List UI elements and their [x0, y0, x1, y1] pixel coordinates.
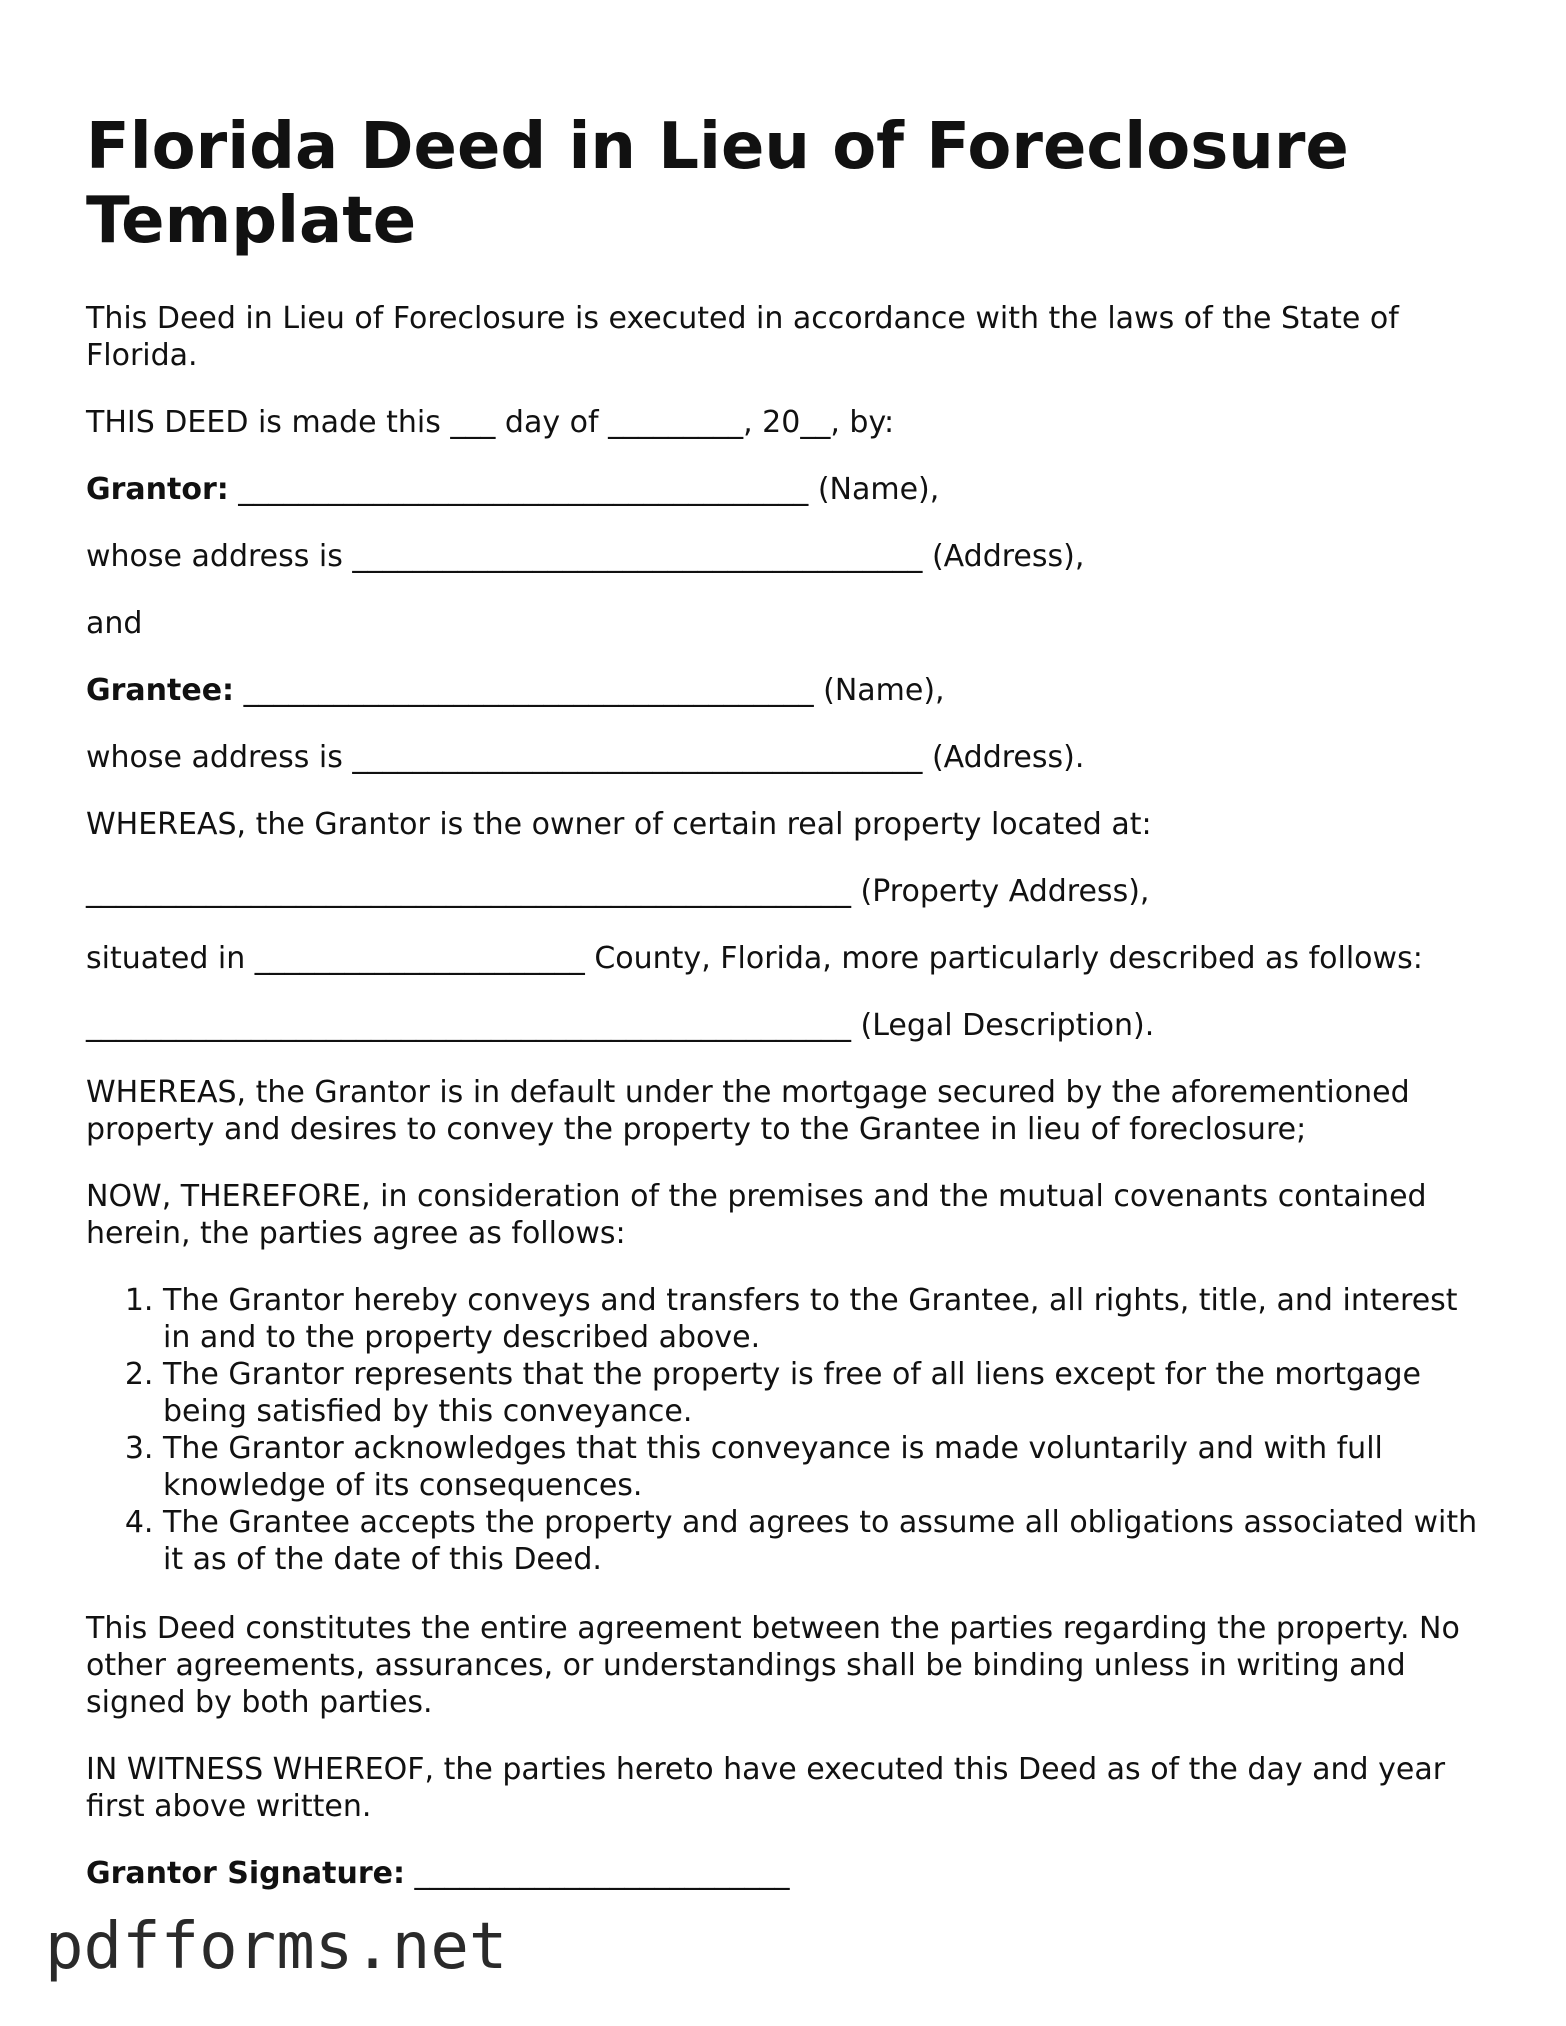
signature-blank: _________________________: [405, 1856, 790, 1891]
signature-line: [86, 1855, 1486, 1892]
clause-item: 1. The Grantor hereby conveys and transfers to the Grantee, all rights, title, and interest in and to the property described above.: [163, 1282, 1486, 1356]
grantee-name-line: [86, 672, 1486, 709]
in-witness: IN WITNESS WHEREOF, the parties hereto have executed this Deed as of the day and year first above written.: [86, 1752, 1446, 1824]
whereas-owner: WHEREAS, the Grantor is the owner of certain real property located at:: [86, 807, 1152, 842]
watermark: pdfforms.net: [45, 1910, 508, 1984]
grantor-address-line: whose address is ______________________________________ (Address),: [86, 539, 1085, 574]
made-line: THIS DEED is made this ___ day of _________, 20__, by:: [86, 405, 895, 440]
grantee-name-blank: ______________________________________ (Name),: [234, 673, 945, 708]
clause-item: 2. The Grantor represents that the property is free of all liens except for the mortgage being satisfied by this conveyance.: [163, 1356, 1486, 1430]
page-title: Florida Deed in Lieu of Foreclosure Template: [86, 110, 1349, 258]
grantee-label: Grantee:: [86, 673, 235, 708]
now-therefore: NOW, THEREFORE, in consideration of the premises and the mutual covenants contained herein, the parties agree as follows:: [86, 1179, 1427, 1251]
clause-item: 4. The Grantee accepts the property and agrees to assume all obligations associated with it as of the date of this Deed.: [163, 1504, 1486, 1578]
document-page: [86, 110, 1486, 1922]
situated-line: situated in ______________________ County, Florida, more particularly described as follows:: [86, 941, 1423, 976]
clause-item: 3. The Grantor acknowledges that this conveyance is made voluntarily and with full knowledge of its consequences.: [163, 1430, 1486, 1504]
property-address-line: ___________________________________________________ (Property Address),: [86, 874, 1150, 909]
grantor-name-blank: ______________________________________ (Name),: [228, 472, 940, 507]
clause-list: [86, 1282, 1486, 1578]
grantor-label: Grantor:: [86, 472, 229, 507]
whereas-default: WHEREAS, the Grantor is in default under the mortgage secured by the aforementioned property and desires to convey the property to the Grantee in lieu of foreclosure;: [86, 1075, 1410, 1147]
and-text: and: [86, 606, 143, 641]
grantor-name-line: [86, 471, 1486, 508]
legal-description-line: ___________________________________________________ (Legal Description).: [86, 1008, 1155, 1043]
signature-label: Grantor Signature:: [86, 1856, 406, 1891]
grantee-address-line: whose address is ______________________________________ (Address).: [86, 740, 1085, 775]
entire-agreement: This Deed constitutes the entire agreement between the parties regarding the property. No other agreements, assurances, or understandings shall be binding unless in writing and signed by both parties.: [86, 1611, 1460, 1720]
intro-paragraph: This Deed in Lieu of Foreclosure is executed in accordance with the laws of the State of Florida.: [86, 301, 1399, 373]
